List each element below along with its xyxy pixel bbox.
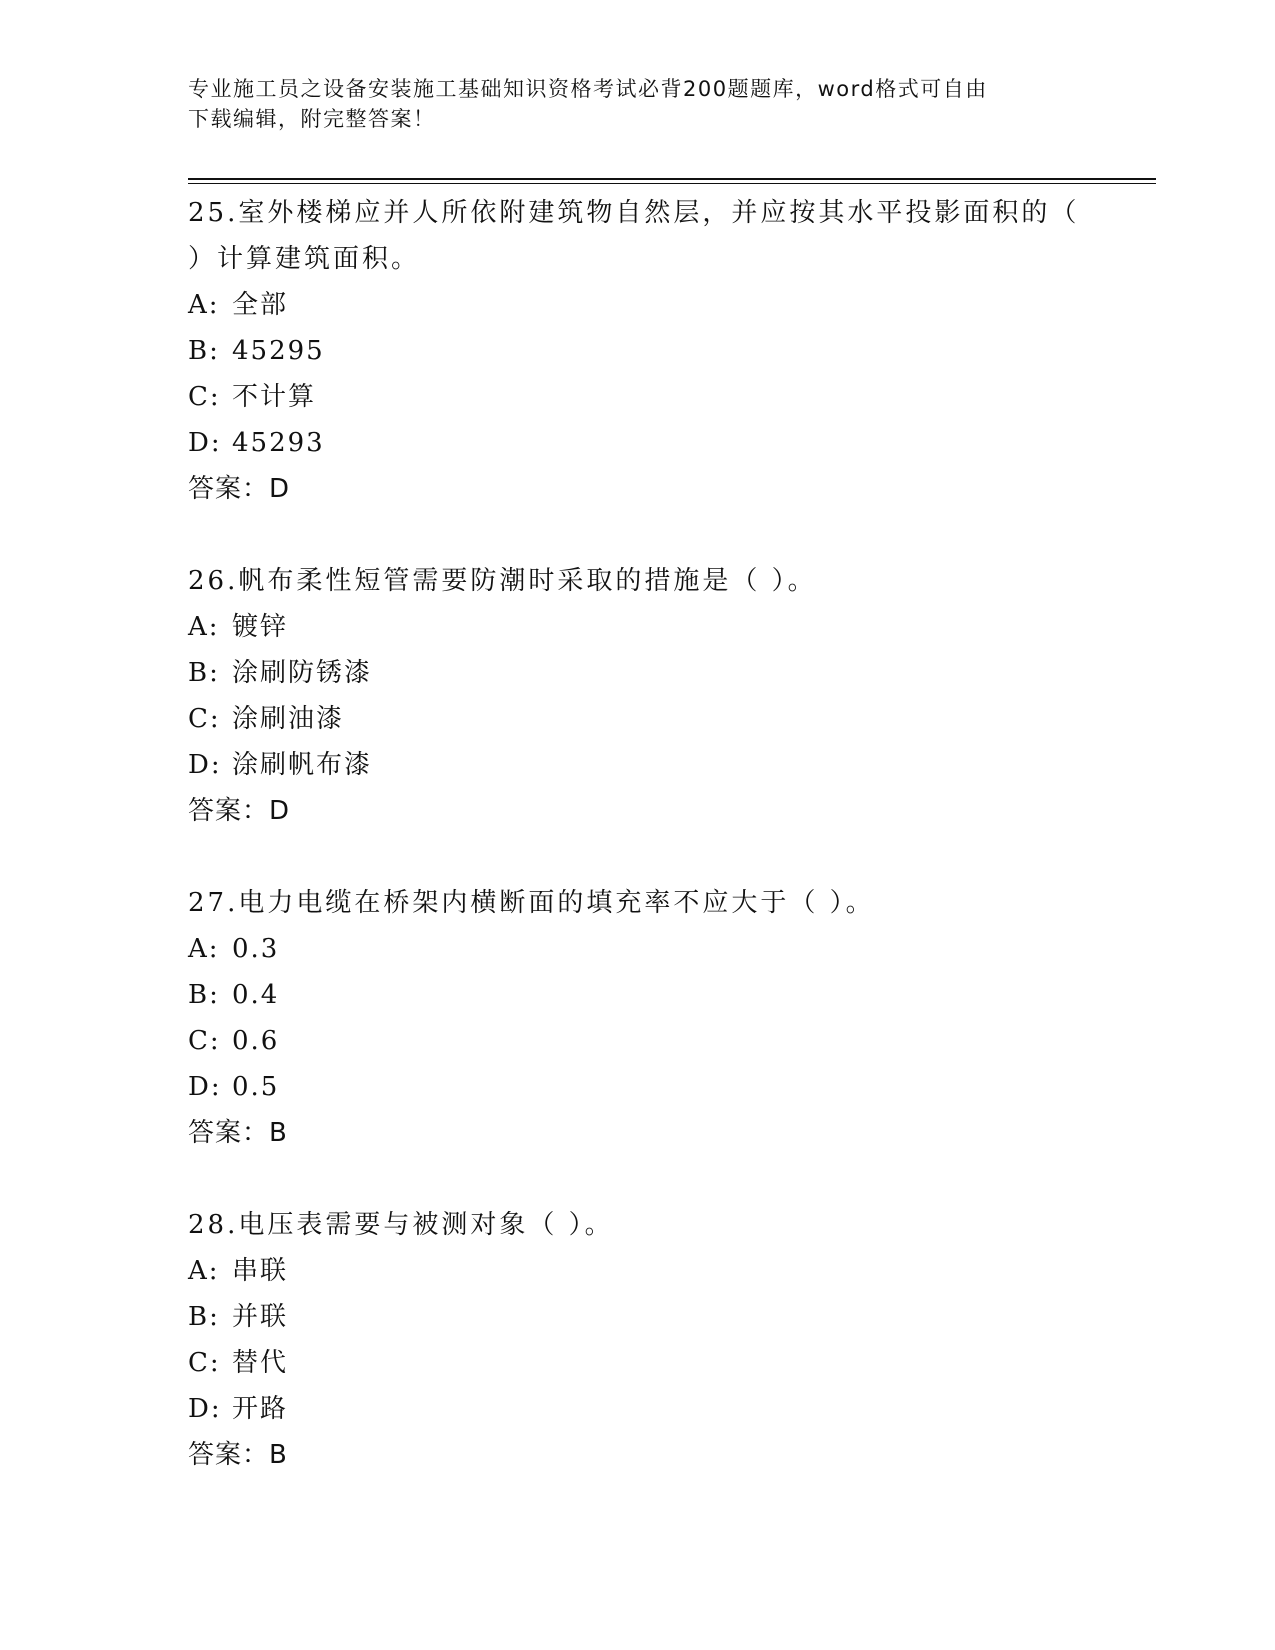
option-key: C: bbox=[188, 1026, 221, 1056]
option-c bbox=[188, 374, 1088, 420]
option-key: A: bbox=[188, 1256, 220, 1286]
option-a bbox=[188, 604, 1088, 650]
option-value: 45293 bbox=[232, 428, 325, 458]
question-list bbox=[188, 190, 1088, 1524]
header-divider-thick bbox=[188, 178, 1156, 180]
answer: 答案：D bbox=[188, 474, 291, 504]
option-a bbox=[188, 926, 1088, 972]
option-key: D: bbox=[188, 1072, 222, 1102]
answer: 答案：B bbox=[188, 1440, 288, 1470]
option-b bbox=[188, 1294, 1088, 1340]
option-value: 0.3 bbox=[232, 934, 280, 964]
option-b bbox=[188, 328, 1088, 374]
question-text bbox=[188, 558, 1088, 604]
question-28 bbox=[188, 1202, 1088, 1478]
option-value: 并联 bbox=[232, 1302, 289, 1332]
option-d bbox=[188, 420, 1088, 466]
option-key: B: bbox=[188, 980, 220, 1010]
option-c bbox=[188, 1340, 1088, 1386]
option-value: 45295 bbox=[232, 336, 325, 366]
option-key: D: bbox=[188, 750, 222, 780]
question-text-line-1: 25.室外楼梯应并人所依附建筑物自然层，并应按其水平投影面积的（ bbox=[188, 198, 1080, 228]
question-text-line-1: 28.电压表需要与被测对象（ ）。 bbox=[188, 1210, 614, 1240]
option-key: C: bbox=[188, 704, 221, 734]
question-text bbox=[188, 1202, 1088, 1248]
option-value: 串联 bbox=[232, 1256, 289, 1286]
option-key: B: bbox=[188, 1302, 220, 1332]
header-line-1: 专业施工员之设备安装施工基础知识资格考试必背200题题库，word格式可自由 bbox=[188, 77, 988, 101]
header-line-2: 下载编辑，附完整答案！ bbox=[188, 107, 436, 131]
option-key: B: bbox=[188, 336, 220, 366]
option-c bbox=[188, 1018, 1088, 1064]
option-key: D: bbox=[188, 1394, 222, 1424]
question-text-line-2: ）计算建筑面积。 bbox=[188, 244, 421, 274]
question-26 bbox=[188, 558, 1088, 834]
option-value: 替代 bbox=[232, 1348, 289, 1378]
option-key: B: bbox=[188, 658, 220, 688]
option-d bbox=[188, 742, 1088, 788]
document-header bbox=[188, 74, 1068, 134]
question-text-line-1: 26.帆布柔性短管需要防潮时采取的措施是（ ）。 bbox=[188, 566, 817, 596]
option-b bbox=[188, 650, 1088, 696]
option-d bbox=[188, 1064, 1088, 1110]
option-d bbox=[188, 1386, 1088, 1432]
option-key: C: bbox=[188, 382, 221, 412]
option-value: 0.4 bbox=[232, 980, 280, 1010]
option-b bbox=[188, 972, 1088, 1018]
option-value: 0.6 bbox=[232, 1026, 280, 1056]
answer: 答案：D bbox=[188, 796, 291, 826]
option-value: 涂刷防锈漆 bbox=[232, 658, 373, 688]
option-key: D: bbox=[188, 428, 222, 458]
option-value: 涂刷油漆 bbox=[232, 704, 345, 734]
option-value: 全部 bbox=[232, 290, 289, 320]
option-value: 0.5 bbox=[232, 1072, 280, 1102]
option-key: A: bbox=[188, 612, 220, 642]
option-value: 开路 bbox=[232, 1394, 289, 1424]
option-c bbox=[188, 696, 1088, 742]
question-text bbox=[188, 880, 1088, 926]
option-a bbox=[188, 1248, 1088, 1294]
header-divider-thin bbox=[188, 183, 1156, 184]
option-a bbox=[188, 282, 1088, 328]
option-value: 镀锌 bbox=[232, 612, 289, 642]
option-value: 涂刷帆布漆 bbox=[232, 750, 373, 780]
question-text bbox=[188, 190, 1088, 282]
answer: 答案：B bbox=[188, 1118, 288, 1148]
question-25 bbox=[188, 190, 1088, 512]
option-key: A: bbox=[188, 290, 220, 320]
question-text-line-1: 27.电力电缆在桥架内横断面的填充率不应大于（ ）。 bbox=[188, 888, 875, 918]
option-key: A: bbox=[188, 934, 220, 964]
question-27 bbox=[188, 880, 1088, 1156]
option-value: 不计算 bbox=[232, 382, 317, 412]
option-key: C: bbox=[188, 1348, 221, 1378]
